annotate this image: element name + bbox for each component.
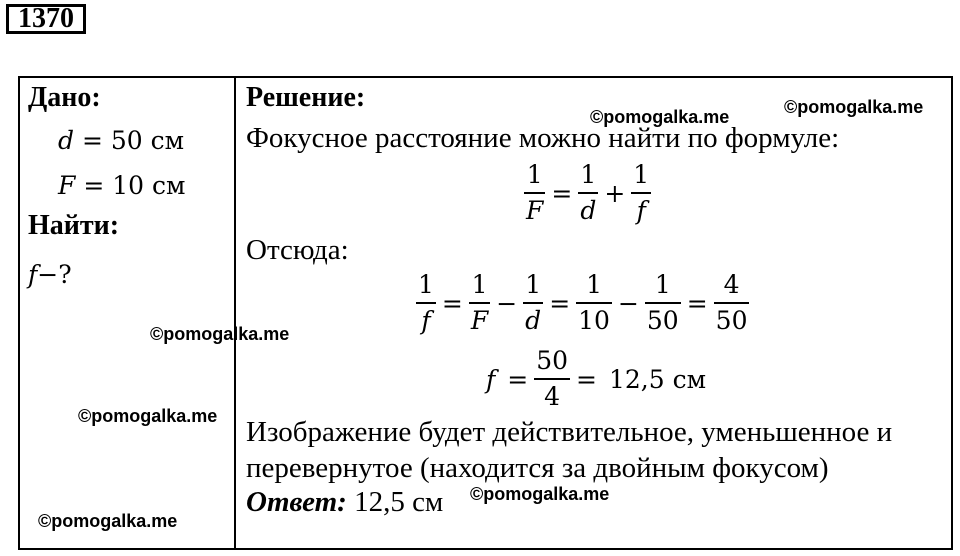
- watermark: ©pomogalka.me: [470, 484, 610, 504]
- find-header: Найти:: [28, 210, 120, 241]
- given-d-eq: =: [81, 126, 103, 155]
- given-d-var: d: [58, 126, 75, 155]
- fraction-1-over-10: $\frac{1}{10}$: [578, 270, 610, 335]
- solution-intro: Фокусное расстояние можно найти по формуле:: [246, 122, 840, 154]
- watermark: ©pomogalka.me: [590, 107, 730, 127]
- fraction-50-over-4: $\frac{50}{4}$: [536, 346, 569, 411]
- answer: [246, 486, 443, 519]
- find-var: f: [28, 260, 38, 289]
- column-divider: [234, 78, 236, 548]
- find-item: [28, 260, 72, 289]
- solution-hence: Отсюда:: [246, 234, 349, 266]
- fraction-1-over-F: $\frac{1}{F}$: [470, 270, 489, 335]
- solution-table: [18, 76, 953, 550]
- fraction-1-over-50: $\frac{1}{50}$: [646, 270, 679, 335]
- fraction-1-over-f: $\frac{1}{f}$: [633, 160, 650, 225]
- conclusion-line-2: перевернутое (находится за двойным фокусом): [246, 452, 829, 484]
- watermark: ©pomogalka.me: [150, 324, 290, 344]
- watermark: ©pomogalka.me: [38, 511, 178, 531]
- given-F: [58, 171, 185, 200]
- given-d-value: 50 см: [110, 126, 185, 155]
- given-F-var: F: [58, 171, 76, 200]
- solution-header: Решение:: [246, 82, 366, 113]
- given-header: Дано:: [28, 82, 101, 113]
- fraction-1-over-d: $\frac{1}{d}$: [525, 270, 542, 335]
- conclusion-line-1: Изображение будет действительное, уменьшенное и: [246, 416, 893, 448]
- fraction-4-over-50: $\frac{4}{50}$: [715, 270, 748, 335]
- given-F-value: 10 см: [112, 171, 186, 200]
- fraction-1-over-d: $\frac{1}{d}$: [580, 160, 597, 225]
- fraction-1-over-f: $\frac{1}{f}$: [418, 270, 434, 335]
- task-number: 1370: [6, 4, 86, 34]
- result-value: 12,5 см: [608, 364, 707, 394]
- find-suffix: −?: [37, 260, 72, 289]
- watermark: ©pomogalka.me: [78, 406, 218, 426]
- derived-formula: $\frac{1}{f}$ = $\frac{1}{F}$ − $\frac{1}{d}$ = $\frac{1}{10}$ − $\frac{1}{50}$ = $\frac{4}{50}$: [416, 268, 749, 338]
- watermark: ©pomogalka.me: [784, 97, 924, 117]
- fraction-1-over-F: $\frac{1}{F}$: [526, 160, 544, 225]
- lens-formula: $\frac{1}{F}$ = $\frac{1}{d}$ + $\frac{1}{f}$: [524, 158, 651, 228]
- answer-value: 12,5 см: [354, 486, 444, 518]
- answer-label: Ответ:: [246, 486, 347, 518]
- given-d: [58, 126, 184, 155]
- result-formula: f = $\frac{50}{4}$ = 12,5 см: [480, 344, 712, 414]
- given-F-eq: =: [83, 171, 105, 200]
